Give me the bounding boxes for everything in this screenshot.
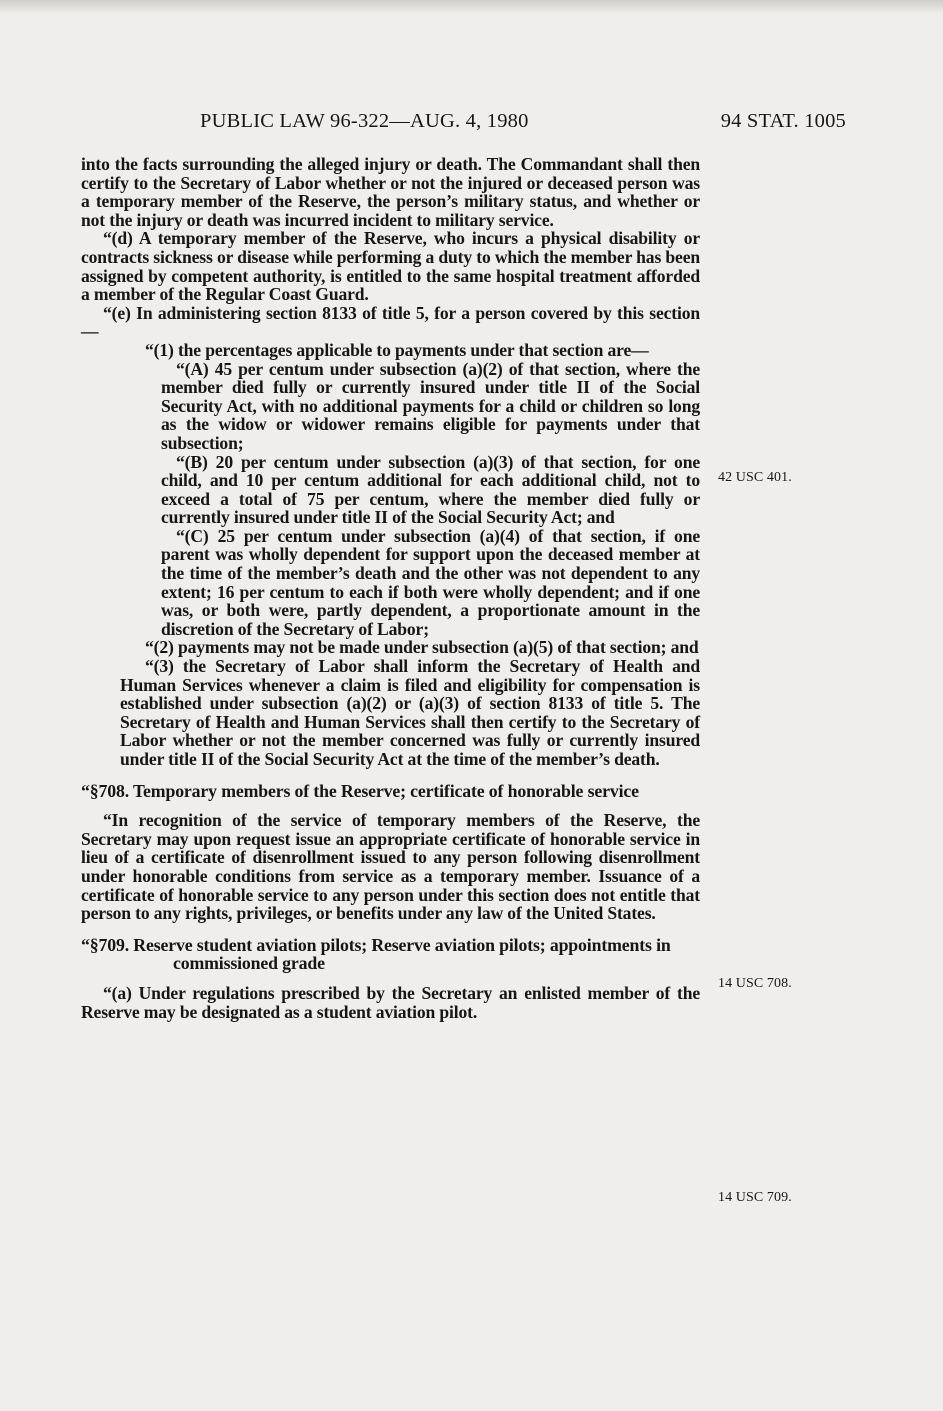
section-709-heading: “§709. Reserve student aviation pilots; Reserve aviation pilots; appointments in commissioned grade bbox=[81, 934, 671, 974]
paragraph-subsection-d: “(d) A temporary member of the Reserve, who incurs a physical disability or contracts sickness or disease while performing a duty to which the member has been assigned by competent authority, is entitled to the same hospital treatment afforded a member of the Regular Coast Guard. bbox=[81, 228, 700, 305]
scan-edge-shadow bbox=[0, 0, 943, 14]
paragraph-clause-1b: “(B) 20 per centum under subsection (a)(3) of that section, for one child, and 10 per centum additional for each additional child, not to exceed a total of 75 per centum, where the member died fully or currently insured under title II of the Social Security Act; and bbox=[161, 451, 700, 528]
margin-note-42-usc-401: 42 USC 401. bbox=[718, 470, 792, 485]
section-708-heading: “§708. Temporary members of the Reserve; certificate of honorable service bbox=[81, 780, 639, 801]
margin-note-14-usc-709: 14 USC 709. bbox=[718, 1190, 792, 1205]
margin-note-14-usc-708: 14 USC 708. bbox=[718, 976, 792, 991]
paragraph-clause-2: “(2) payments may not be made under subsection (a)(5) of that section; and bbox=[145, 637, 699, 658]
paragraph-subsection-e: “(e) In administering section 8133 of title 5, for a person covered by this section— bbox=[81, 302, 700, 342]
section-709-subsection-a: “(a) Under regulations prescribed by the Secretary an enlisted member of the Reserve may be designated as a student aviation pilot. bbox=[81, 982, 700, 1022]
running-header bbox=[200, 110, 846, 140]
paragraph-clause-3: “(3) the Secretary of Labor shall inform the Secretary of Health and Human Services whenever a claim is filed and eligibility for compensation is established under subsection (a)(2) or (a)(3) of section 8133 of title 5. The Secretary of Health and Human Services shall then certify to the Secretary of Labor whether or not the member concerned was fully or currently insured under title II of the Social Security Act at the time of the member’s death. bbox=[120, 656, 700, 769]
header-citation: PUBLIC LAW 96-322—AUG. 4, 1980 bbox=[200, 110, 529, 132]
paragraph-clause-1c: “(C) 25 per centum under subsection (a)(4) of that section, if one parent was wholly dependent for support upon the deceased member at the time of the member’s death and the other was not dependent to any extent; 16 per centum to each if both were wholly dependent; and if one was, or both were, partly dependent, a proportionate amount in the discretion of the Secretary of Labor; bbox=[161, 525, 700, 639]
header-page-number: 94 STAT. 1005 bbox=[720, 110, 846, 132]
paragraph-clause-1: “(1) the percentages applicable to payments under that section are— bbox=[145, 339, 649, 360]
section-708-text: “In recognition of the service of temporary members of the Reserve, the Secretary may upon request issue an appropriate certificate of honorable service in lieu of a certificate of disenrollment issued to any person following disenrollment under honorable conditions from service as a temporary member. Issuance of a certificate of honorable service to any person under this section does not entitle that person to any rights, privileges, or benefits under any law of the United States. bbox=[81, 810, 700, 924]
body-text bbox=[81, 155, 700, 1021]
paragraph-continuation: into the facts surrounding the alleged injury or death. The Commandant shall then certify to the Secretary of Labor whether or not the injured or deceased person was a temporary member of the Reserve, the person’s military status, and whether or not the injury or death was incurred incident to military service. bbox=[81, 154, 700, 230]
paragraph-clause-1a: “(A) 45 per centum under subsection (a)(2) of that section, where the member died fully or currently insured under title II of the Social Security Act, with no additional payments for a child or children so long as the widow or widower remains eligible for payments under that subsection; bbox=[161, 358, 700, 453]
